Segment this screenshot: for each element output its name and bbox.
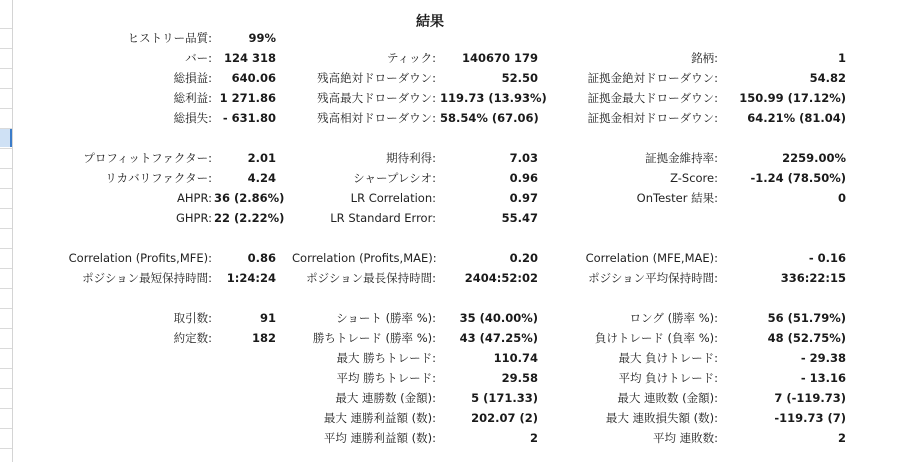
- stat-label: 期待利得:: [386, 151, 436, 165]
- stat-value: 182: [251, 331, 276, 345]
- stat-value: - 29.38: [800, 351, 846, 365]
- stat-value: 43 (47.25%): [459, 331, 538, 345]
- stat-label: 勝ちトレード (勝率 %):: [312, 331, 436, 345]
- stat-value: 0.20: [509, 251, 538, 265]
- stat-label: 最大 連勝数 (金額):: [335, 391, 436, 405]
- stat-label: Correlation (MFE,MAE):: [585, 251, 718, 265]
- stat-value: 0.86: [247, 251, 276, 265]
- row-gridline: [0, 168, 12, 169]
- selected-row-marker[interactable]: [0, 129, 12, 147]
- report-title: 結果: [416, 14, 444, 30]
- stat-label: 最大 連敗損失額 (数):: [605, 411, 718, 425]
- stat-label: 平均 連敗数:: [652, 431, 718, 445]
- row-gridline: [0, 28, 12, 29]
- stat-value: 7 (-119.73): [774, 391, 846, 405]
- stat-value: 48 (52.75%): [767, 331, 846, 345]
- stat-label: 最大 連敗数 (金額):: [617, 391, 718, 405]
- stat-label: Z-Score:: [670, 171, 718, 185]
- stat-label: シャープレシオ:: [353, 171, 436, 185]
- stat-label: ポジション最短保持時間:: [82, 271, 212, 285]
- stat-value: 2.01: [247, 151, 276, 165]
- stat-value: -1.24 (78.50%): [750, 171, 846, 185]
- stat-value: 4.24: [247, 171, 276, 185]
- stat-label: 最大 負けトレード:: [618, 351, 718, 365]
- stat-label: 最大 勝ちトレード:: [336, 351, 436, 365]
- stat-value: 55.47: [501, 211, 538, 225]
- row-gridline: [0, 48, 12, 49]
- stat-value: 0: [837, 191, 846, 205]
- stat-label: ヒストリー品質:: [127, 31, 212, 45]
- row-gridline: [0, 388, 12, 389]
- stat-value: 91: [259, 311, 276, 325]
- stat-value: 54.82: [809, 71, 846, 85]
- row-gridline: [0, 288, 12, 289]
- stat-value: 1: [837, 51, 846, 65]
- stat-value: 36 (2.86%): [214, 191, 285, 205]
- stat-label: 平均 連勝利益額 (数):: [323, 431, 436, 445]
- stat-label: ティック:: [387, 51, 436, 65]
- stat-value: 2: [837, 431, 846, 445]
- stat-value: 150.99 (17.12%): [739, 91, 846, 105]
- stat-value: 5 (171.33): [471, 391, 538, 405]
- stat-value: 202.07 (2): [471, 411, 538, 425]
- stat-value: 2404:52:02: [464, 271, 538, 285]
- row-gridline: [0, 268, 12, 269]
- row-gridline: [0, 368, 12, 369]
- stat-value: - 0.16: [808, 251, 846, 265]
- stat-label: ショート (勝率 %):: [336, 311, 436, 325]
- stat-value: 22 (2.22%): [214, 211, 285, 225]
- row-header-strip: [0, 0, 13, 462]
- stat-label: 証拠金維持率:: [645, 151, 718, 165]
- stat-label: LR Standard Error:: [330, 211, 436, 225]
- row-gridline: [0, 308, 12, 309]
- stat-value: 0.97: [509, 191, 538, 205]
- row-gridline: [0, 188, 12, 189]
- stat-label: 最大 連勝利益額 (数):: [323, 411, 436, 425]
- stat-value: 1 271.86: [219, 91, 276, 105]
- stat-value: 35 (40.00%): [459, 311, 538, 325]
- stat-label: 総利益:: [173, 91, 212, 105]
- row-gridline: [0, 108, 12, 109]
- stat-value: 58.54% (67.06): [440, 111, 539, 125]
- stat-label: 負けトレード (負率 %):: [594, 331, 718, 345]
- stat-label: プロフィットファクター:: [83, 151, 212, 165]
- stat-label: 平均 負けトレード:: [618, 371, 718, 385]
- row-gridline: [0, 408, 12, 409]
- stat-label: ポジション平均保持時間:: [588, 271, 718, 285]
- stat-value: 140670 179: [461, 51, 538, 65]
- stat-value: 56 (51.79%): [767, 311, 846, 325]
- stat-label: 残高相対ドローダウン:: [317, 111, 436, 125]
- stat-value: 29.58: [501, 371, 538, 385]
- stat-value: 336:22:15: [780, 271, 846, 285]
- stat-value: 99%: [248, 31, 276, 45]
- stat-label: 証拠金相対ドローダウン:: [587, 111, 718, 125]
- stat-value: 110.74: [493, 351, 538, 365]
- stat-label: 総損失:: [173, 111, 212, 125]
- stat-value: 2259.00%: [782, 151, 846, 165]
- stat-label: ポジション最長保持時間:: [306, 271, 436, 285]
- stat-value: 119.73 (13.93%): [440, 91, 547, 105]
- stat-label: ロング (勝率 %):: [629, 311, 718, 325]
- stat-value: 1:24:24: [226, 271, 276, 285]
- stat-label: 平均 勝ちトレード:: [336, 371, 436, 385]
- stat-label: 残高最大ドローダウン:: [317, 91, 436, 105]
- row-gridline: [0, 428, 12, 429]
- stat-value: 640.06: [231, 71, 276, 85]
- stat-label: AHPR:: [177, 191, 212, 205]
- row-gridline: [0, 228, 12, 229]
- stat-value: - 631.80: [222, 111, 276, 125]
- row-gridline: [0, 248, 12, 249]
- stat-label: 総損益:: [173, 71, 212, 85]
- stat-label: 銘柄:: [691, 51, 718, 65]
- row-gridline: [0, 128, 12, 129]
- stat-label: 証拠金絶対ドローダウン:: [587, 71, 718, 85]
- stat-value: - 13.16: [800, 371, 846, 385]
- row-gridline: [0, 148, 12, 149]
- stat-label: 取引数:: [173, 311, 212, 325]
- stat-value: 124 318: [223, 51, 276, 65]
- stat-value: 0.96: [509, 171, 538, 185]
- stat-label: 約定数:: [173, 331, 212, 345]
- stat-label: 残高絶対ドローダウン:: [317, 71, 436, 85]
- row-gridline: [0, 448, 12, 449]
- stat-value: -119.73 (7): [774, 411, 846, 425]
- stat-label: GHPR:: [175, 211, 212, 225]
- stat-label: LR Correlation:: [350, 191, 436, 205]
- stat-label: バー:: [185, 51, 212, 65]
- stat-label: OnTester 結果:: [636, 191, 718, 205]
- row-gridline: [0, 328, 12, 329]
- stat-label: Correlation (Profits,MAE):: [292, 251, 437, 265]
- stat-label: 証拠金最大ドローダウン:: [587, 91, 718, 105]
- stat-value: 64.21% (81.04): [747, 111, 846, 125]
- row-gridline: [0, 348, 12, 349]
- stat-label: Correlation (Profits,MFE):: [68, 251, 212, 265]
- stat-value: 2: [529, 431, 538, 445]
- stat-label: リカバリファクター:: [105, 171, 212, 185]
- stat-value: 7.03: [509, 151, 538, 165]
- row-gridline: [0, 208, 12, 209]
- row-gridline: [0, 68, 12, 69]
- row-gridline: [0, 88, 12, 89]
- stat-value: 52.50: [501, 71, 538, 85]
